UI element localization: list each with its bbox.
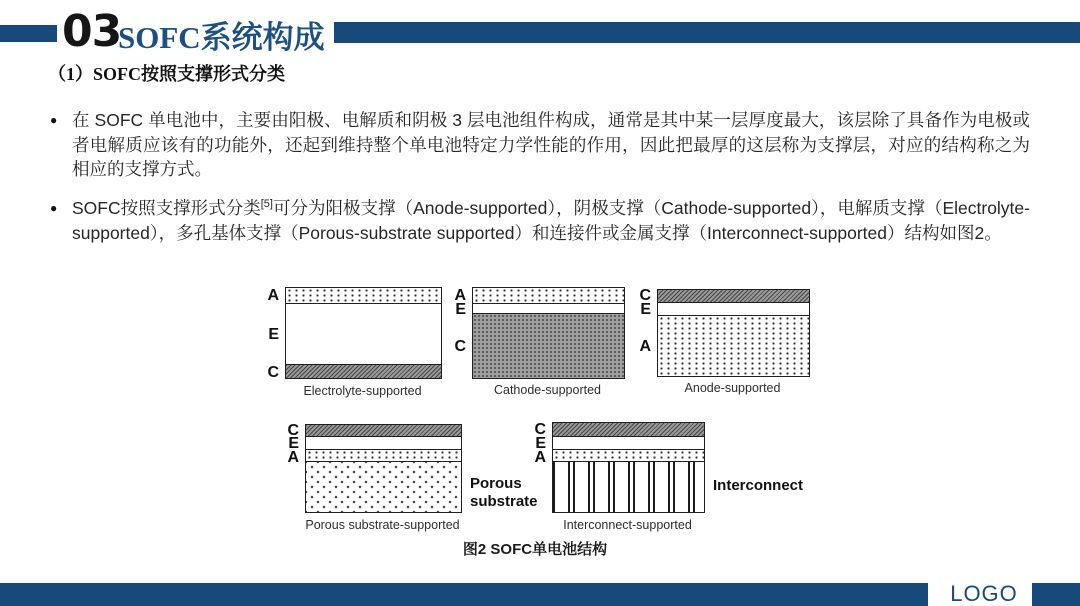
- anode-layer: [286, 288, 441, 304]
- diagram-cathode-supported: [446, 287, 625, 397]
- layer-label: A: [287, 448, 299, 466]
- cathode-layer: [286, 365, 441, 378]
- layer-label: E: [535, 435, 546, 452]
- cell-caption: Cathode-supported: [493, 383, 602, 397]
- layer-label-empty: [526, 464, 552, 514]
- footer-accent-bar: [0, 583, 928, 606]
- layer-label: A: [639, 338, 651, 355]
- cell-stack: [552, 422, 705, 513]
- diagram-interconnect-supported: [526, 422, 803, 532]
- electrolyte-layer: [473, 304, 624, 314]
- bullet-item-2: [50, 196, 1030, 245]
- layer-label: C: [639, 287, 651, 304]
- bullet-text: [72, 196, 1030, 245]
- cathode-layer: [553, 423, 704, 437]
- citation-superscript: [5]: [260, 198, 273, 211]
- page-title: SOFC系统构成: [118, 20, 325, 55]
- layer-labels: [446, 287, 472, 379]
- layer-label: C: [534, 420, 546, 438]
- bullet-icon: [50, 108, 72, 182]
- interconnect-layer: [553, 462, 704, 512]
- bullet-text-post: 可分为阳极支撑（Anode-supported），阴极支撑（Cathode-supported），电解质支撑（Electrolyte-supported），多孔基体支撑（Porous-substrate supported）和连接件或金属支撑（Interconnect-supported）结构如图2。: [72, 198, 1030, 243]
- section-number: 03: [62, 6, 122, 57]
- header-accent-bar-right: [334, 22, 1080, 43]
- layer-label-empty: [279, 464, 305, 514]
- cell-stack: [305, 424, 462, 513]
- anode-layer: [306, 450, 461, 462]
- layer-labels: [279, 421, 305, 514]
- electrolyte-layer: [286, 304, 441, 365]
- porous-substrate-layer: [306, 462, 461, 512]
- layer-label: E: [288, 435, 299, 452]
- diagram-electrolyte-supported: [259, 287, 442, 398]
- anode-layer: [473, 288, 624, 304]
- diagram-anode-supported: [631, 289, 810, 395]
- cathode-layer: [306, 425, 461, 437]
- layer-labels: [631, 289, 657, 377]
- cathode-layer: [658, 290, 809, 303]
- cell-stack: [285, 287, 442, 379]
- bullet-text-pre: SOFC按照支撑形式分类: [72, 198, 261, 218]
- layer-labels: [259, 287, 285, 380]
- figure-caption: 图2 SOFC单电池结构: [462, 541, 608, 558]
- logo-text: LOGO: [950, 581, 1018, 606]
- bullet-icon: [50, 196, 72, 245]
- electrolyte-layer: [306, 437, 461, 450]
- layer-label: A: [454, 286, 466, 304]
- anode-layer: [553, 450, 704, 462]
- layer-label: A: [267, 286, 279, 304]
- diagram-porous-substrate-supported: [279, 420, 554, 532]
- bullet-text: 在 SOFC 单电池中，主要由阳极、电解质和阴极 3 层电池组件构成，通常是其中某一层厚度最大，该层除了具备作为电极或者电解质应该有的功能外，还起到维持整个单电池特定力学性能的作用，因此把最厚的这层称为支撑层，对应的结构称之为相应的支撑方式。: [72, 110, 1030, 179]
- cell-caption: Porous substrate-supported: [305, 518, 460, 532]
- subtitle: （1）SOFC按照支撑形式分类: [48, 64, 286, 84]
- cell-caption: Electrolyte-supported: [303, 384, 422, 398]
- layer-label: E: [640, 301, 651, 318]
- footer-accent-block: [1032, 583, 1080, 606]
- cathode-layer: [473, 314, 624, 378]
- layer-label: A: [534, 448, 546, 466]
- anode-layer: [658, 316, 809, 376]
- layer-label: E: [268, 326, 279, 343]
- side-label-porous-substrate: Porous substrate: [470, 474, 538, 511]
- bullet-item-1: [50, 108, 1030, 182]
- cell-stack: [657, 289, 810, 377]
- cell-stack: [472, 287, 625, 379]
- layer-label: E: [455, 300, 466, 318]
- electrolyte-layer: [658, 303, 809, 316]
- electrolyte-layer: [553, 437, 704, 450]
- layer-label: C: [287, 421, 299, 439]
- layer-label: C: [454, 338, 466, 355]
- header-accent-bar-left: [0, 25, 57, 42]
- cell-caption: Anode-supported: [684, 381, 781, 395]
- side-label-interconnect: Interconnect: [713, 477, 804, 495]
- cell-caption: Interconnect-supported: [563, 518, 692, 532]
- layer-label: C: [267, 364, 279, 381]
- layer-labels: [526, 422, 552, 514]
